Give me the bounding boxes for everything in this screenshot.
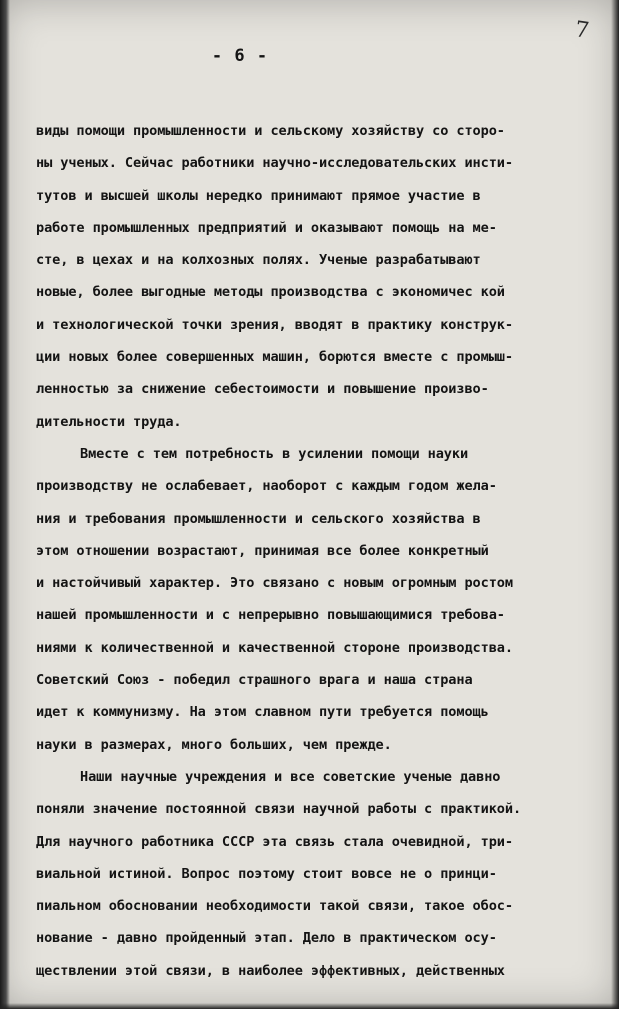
text-line: науки в размерах, много больших, чем прежде. [36, 737, 392, 753]
text-line: нашей промышленности и с непрерывно повышающимися требова- [36, 607, 505, 623]
scan-edge-right [611, 0, 619, 1009]
text-line: ниями к количественной и качественной стороне производства. [36, 640, 513, 656]
text-line: нование - давно пройденный этап. Дело в практическом осу- [36, 930, 497, 946]
text-line: идет к коммунизму. На этом славном пути требуется помощь [36, 704, 489, 720]
text-line: производству не ослабевает, наоборот с каждым годом жела- [36, 478, 497, 494]
text-line: пиальном обосновании необходимости такой связи, такое обос- [36, 898, 513, 914]
text-line: Советский Союз - победил страшного врага и наша страна [36, 672, 473, 688]
text-line: сте, в цехах и на колхозных полях. Ученые разрабатывают [36, 252, 481, 268]
text-line: Для научного работника СССР эта связь стала очевидной, три- [36, 834, 513, 850]
text-line: и настойчивый характер. Это связано с новым огромным ростом [36, 575, 513, 591]
text-line: и технологической точки зрения, вводят в практику конструк- [36, 317, 513, 333]
text-line: ния и требования промышленности и сельского хозяйства в [36, 511, 481, 527]
text-line: ществлении этой связи, в наиболее эффективных, действенных [36, 963, 505, 979]
text-line: ции новых более совершенных машин, борются вместе с промыш- [36, 349, 513, 365]
text-line: Вместе с тем потребность в усилении помощи науки [80, 446, 469, 462]
text-line: тутов и высшей школы нередко принимают прямое участие в [36, 188, 481, 204]
scan-edge-left [0, 0, 10, 1009]
handwritten-page-mark: 7 [573, 17, 591, 44]
text-line: виды помощи промышленности и сельскому хозяйству со сторо- [36, 123, 505, 139]
text-line: новые, более выгодные методы производства с экономичес кой [36, 284, 505, 300]
text-line: ленностью за снижение себестоимости и повышение произво- [36, 381, 489, 397]
text-line: Наши научные учреждения и все советские ученые давно [80, 769, 501, 785]
text-line: работе промышленных предприятий и оказывают помощь на ме- [36, 220, 497, 236]
page-number: - 6 - [211, 46, 269, 66]
text-line: виальной истиной. Вопрос поэтому стоит вовсе не о принци- [36, 866, 497, 882]
text-line: поняли значение постоянной связи научной работы с практикой. [36, 801, 522, 817]
text-line: ны ученых. Сейчас работники научно-исследовательских инсти- [36, 155, 513, 171]
text-line: этом отношении возрастают, принимая все более конкретный [36, 543, 489, 559]
text-line: дительности труда. [36, 414, 182, 430]
scan-edge-bottom [0, 1003, 619, 1009]
